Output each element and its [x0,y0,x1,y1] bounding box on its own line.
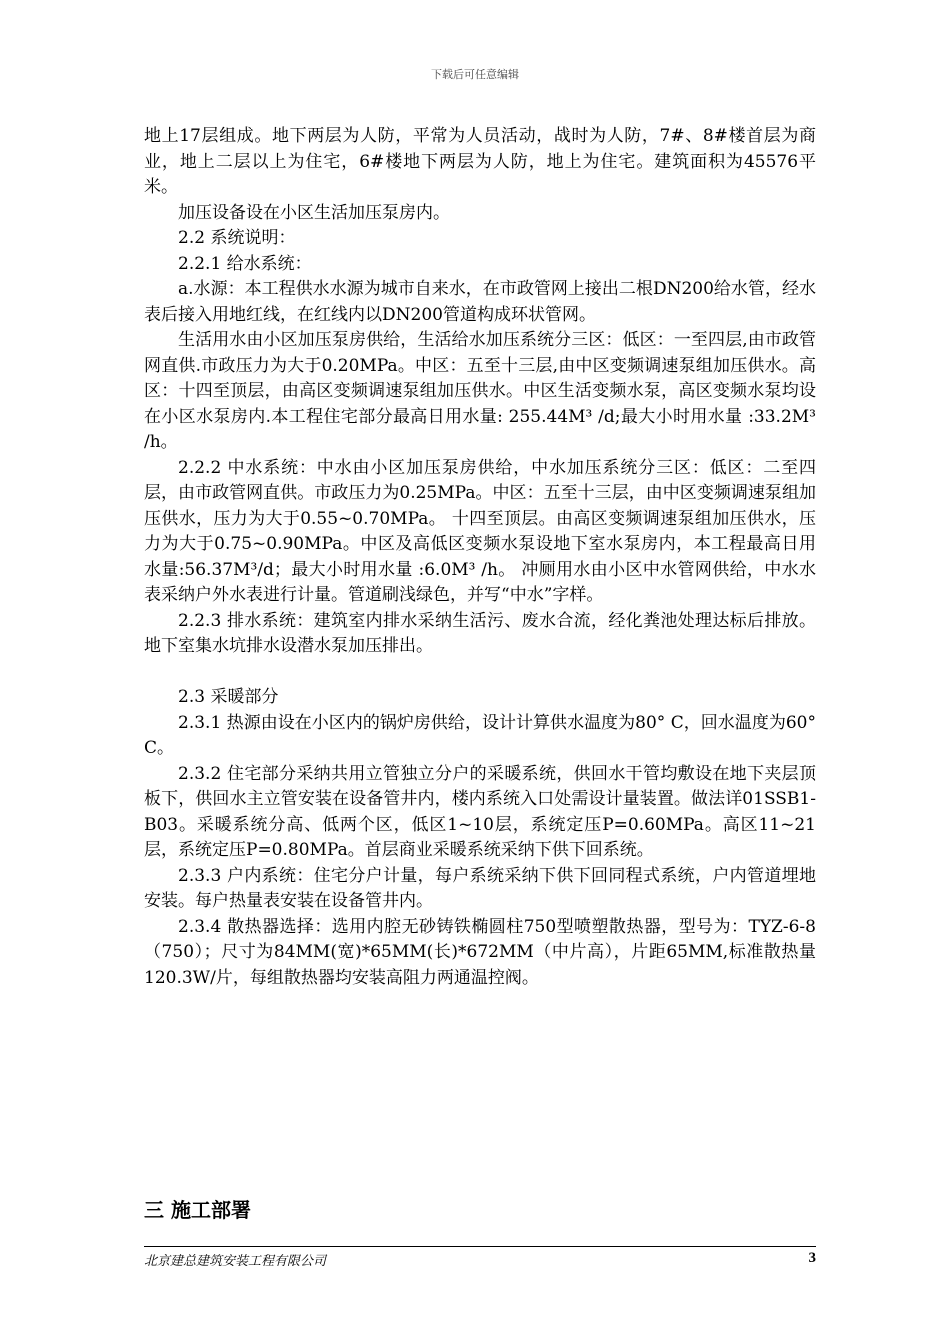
paragraph: 2.2.3 排水系统：建筑室内排水采纳生活污、废水合流，经化粪池处理达标后排放。地下室集水坑排水设潜水泵加压排出。 [144,610,816,656]
subsection-heading: 2.2.1 给水系统： [178,253,312,274]
footer-company: 北京建总建筑安装工程有限公司 [144,1254,327,1269]
body-text [144,124,816,991]
paragraph: 2.3.2 住宅部分采纳共用立管独立分户的采暖系统，供回水干管均敷设在地下夹层顶板下，供回水主立管安装在设备管井内，楼内系统入口处需设计量装置。做法详01SSB1-B03。采暖系统分高、低两个区，低区1~10层，系统定压P=0.60MPa。高区11~21层，系统定压P=0.80MPa。首层商业采暖系统采纳下供下回系统。 [144,763,816,860]
section-heading: 三 施工部署 [144,1198,251,1222]
paragraph: 2.3.3 户内系统：住宅分户计量，每户系统采纳下供下回同程式系统，户内管道埋地安装。每户热量表安装在设备管井内。 [144,865,816,911]
paragraph: 2.3.4 散热器选择：选用内腔无砂铸铁椭圆柱750型喷塑散热器，型号为：TYZ-6-8（750）；尺寸为84MM(宽)*65MM(长)*672MM（中片高），片距65MM,标准散热量120.3W/片，每组散热器均安装高阻力两通温控阀。 [144,916,816,988]
header-note: 下载后可任意编辑 [431,68,519,81]
paragraph: a.水源：本工程供水水源为城市自来水，在市政管网上接出二根DN200给水管，经水表后接入用地红线，在红线内以DN200管道构成环状管网。 [144,279,816,325]
paragraph: 地上17层组成。地下两层为人防，平常为人员活动，战时为人防，7#、8#楼首层为商业，地上二层以上为住宅，6#楼地下两层为人防，地上为住宅。建筑面积为45576平米。 [144,126,816,197]
paragraph: 2.3.1 热源由设在小区内的锅炉房供给，设计计算供水温度为80° C，回水温度为60° C。 [144,712,816,758]
paragraph: 加压设备设在小区生活加压泵房内。 [178,202,450,223]
paragraph: 2.2.2 中水系统：中水由小区加压泵房供给，中水加压系统分三区：低区：二至四层，由市政管网直供。市政压力为0.25MPa。中区：五至十三层，由中区变频调速泵组加压供水，压力为大于0.55~0.70MPa。 十四至顶层。由高区变频调速泵组加压供水，压力为大于0.75~0.90MPa。中区及高低区变频水泵设地下室水泵房内，本工程最高日用水量:56.37M³/d；最大小时用水量 :6.0M³ /h。 冲厕用水由小区中水管网供给，中水水表采纳户外水表进行计量。管道刷浅绿色，并写“中水”字样。 [144,457,816,605]
page-number: 3 [808,1250,816,1266]
section-number-heading: 2.3 采暖部分 [178,687,279,707]
section-number-heading: 2.2 系统说明： [178,228,296,248]
footer-divider [144,1246,816,1247]
paragraph: 生活用水由小区加压泵房供给，生活给水加压系统分三区：低区：一至四层,由市政管网直供.市政压力为大于0.20MPa。中区：五至十三层,由中区变频调速泵组加压供水。高区：十四至顶层，由高区变频调速泵组加压供水。中区生活变频水泵，高区变频水泵均设在小区水泵房内.本工程住宅部分最高日用水量: 255.44M³ /d;最大小时用水量 :33.2M³ /h。 [144,330,816,452]
